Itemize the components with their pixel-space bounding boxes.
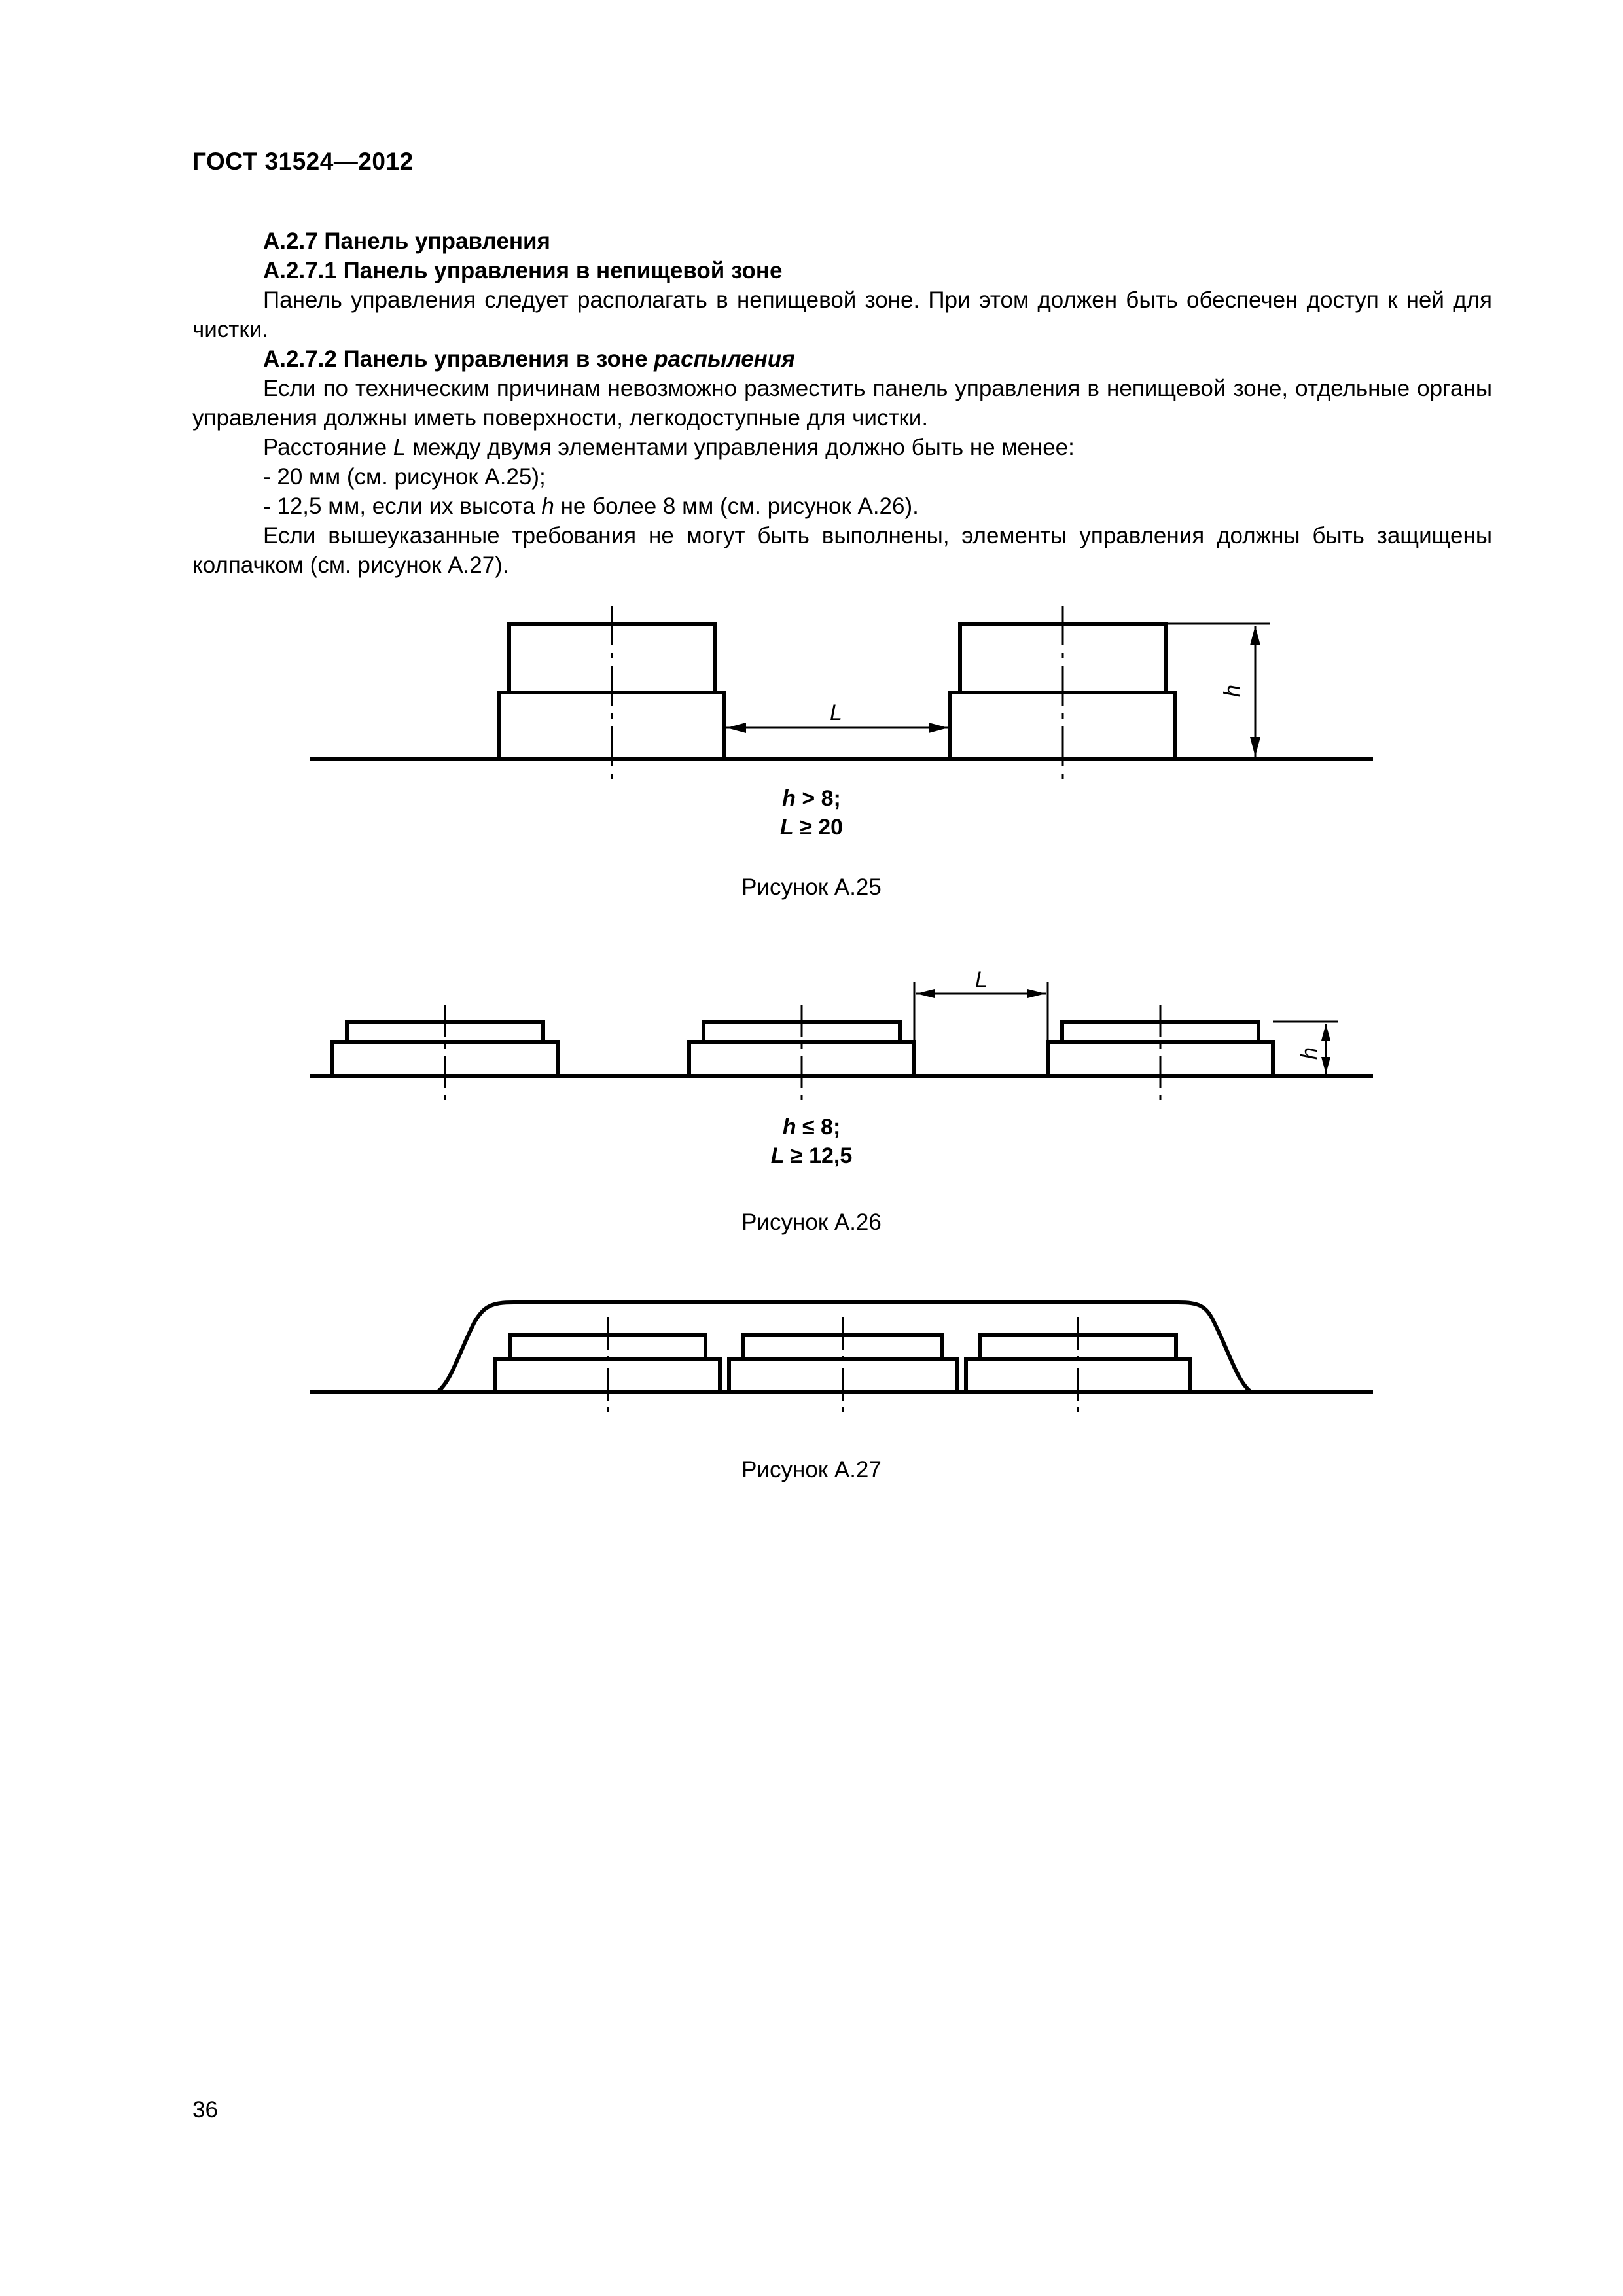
section-a271-text: Панель управления следует располагать в непищевой зоне. При этом должен быть обеспечен доступ к ней для чистки.	[192, 287, 1492, 342]
list-item-1: - 20 мм (см. рисунок А.25);	[263, 464, 546, 490]
section-a272-title-main: А.2.7.2 Панель управления в зоне	[263, 346, 654, 372]
fig26-formula-L-rest: ≥ 12,5	[784, 1143, 853, 1168]
fig25-formula-h-rest: > 8;	[795, 786, 841, 811]
page-number: 36	[192, 2097, 218, 2123]
section-a27-title: А.2.7 Панель управления	[263, 228, 550, 254]
fig26-formula-L-var: L	[770, 1143, 785, 1168]
para2-end: между двумя элементами управления должно быть не менее:	[406, 435, 1075, 460]
fig26-L-label: L	[975, 967, 988, 992]
fig26-caption: Рисунок А.26	[741, 1210, 882, 1235]
fig25-h-label: h	[1219, 685, 1245, 697]
fig27-caption: Рисунок А.27	[741, 1457, 882, 1482]
fig25-L-label: L	[830, 700, 842, 725]
fig25-formula-L-var: L	[779, 815, 794, 840]
fig26-formula-h-var: h	[782, 1115, 796, 1139]
fig27-protective-cap	[437, 1302, 1251, 1392]
para2-var-l: L	[393, 435, 406, 460]
fig25-formula-L-rest: ≥ 20	[793, 815, 844, 840]
section-a272-para1: Если по техническим причинам невозможно разместить панель управления в непищевой зоне, отдельные органы управления должны иметь поверхности, легкодоступные для чистки.	[192, 376, 1492, 431]
fig26-formula-h-rest: ≤ 8;	[796, 1115, 841, 1139]
section-a272-title-italic: распыления	[654, 346, 795, 372]
item2-end: не более 8 мм (см. рисунок А.26).	[554, 493, 919, 519]
section-a271-title: А.2.7.1 Панель управления в непищевой зоне	[263, 258, 783, 283]
para2-start: Расстояние	[263, 435, 393, 460]
item2-start: - 12,5 мм, если их высота	[263, 493, 542, 519]
item2-var-h: h	[541, 493, 554, 519]
fig25-formula-h-var: h	[782, 786, 796, 811]
fig25-caption: Рисунок А.25	[741, 874, 882, 900]
document-header: ГОСТ 31524—2012	[192, 148, 414, 175]
fig26-h-label: h	[1296, 1047, 1322, 1060]
section-a272-para3: Если вышеуказанные требования не могут быть выполнены, элементы управления должны быть защищены колпачком (см. рисунок А.27).	[192, 523, 1492, 578]
